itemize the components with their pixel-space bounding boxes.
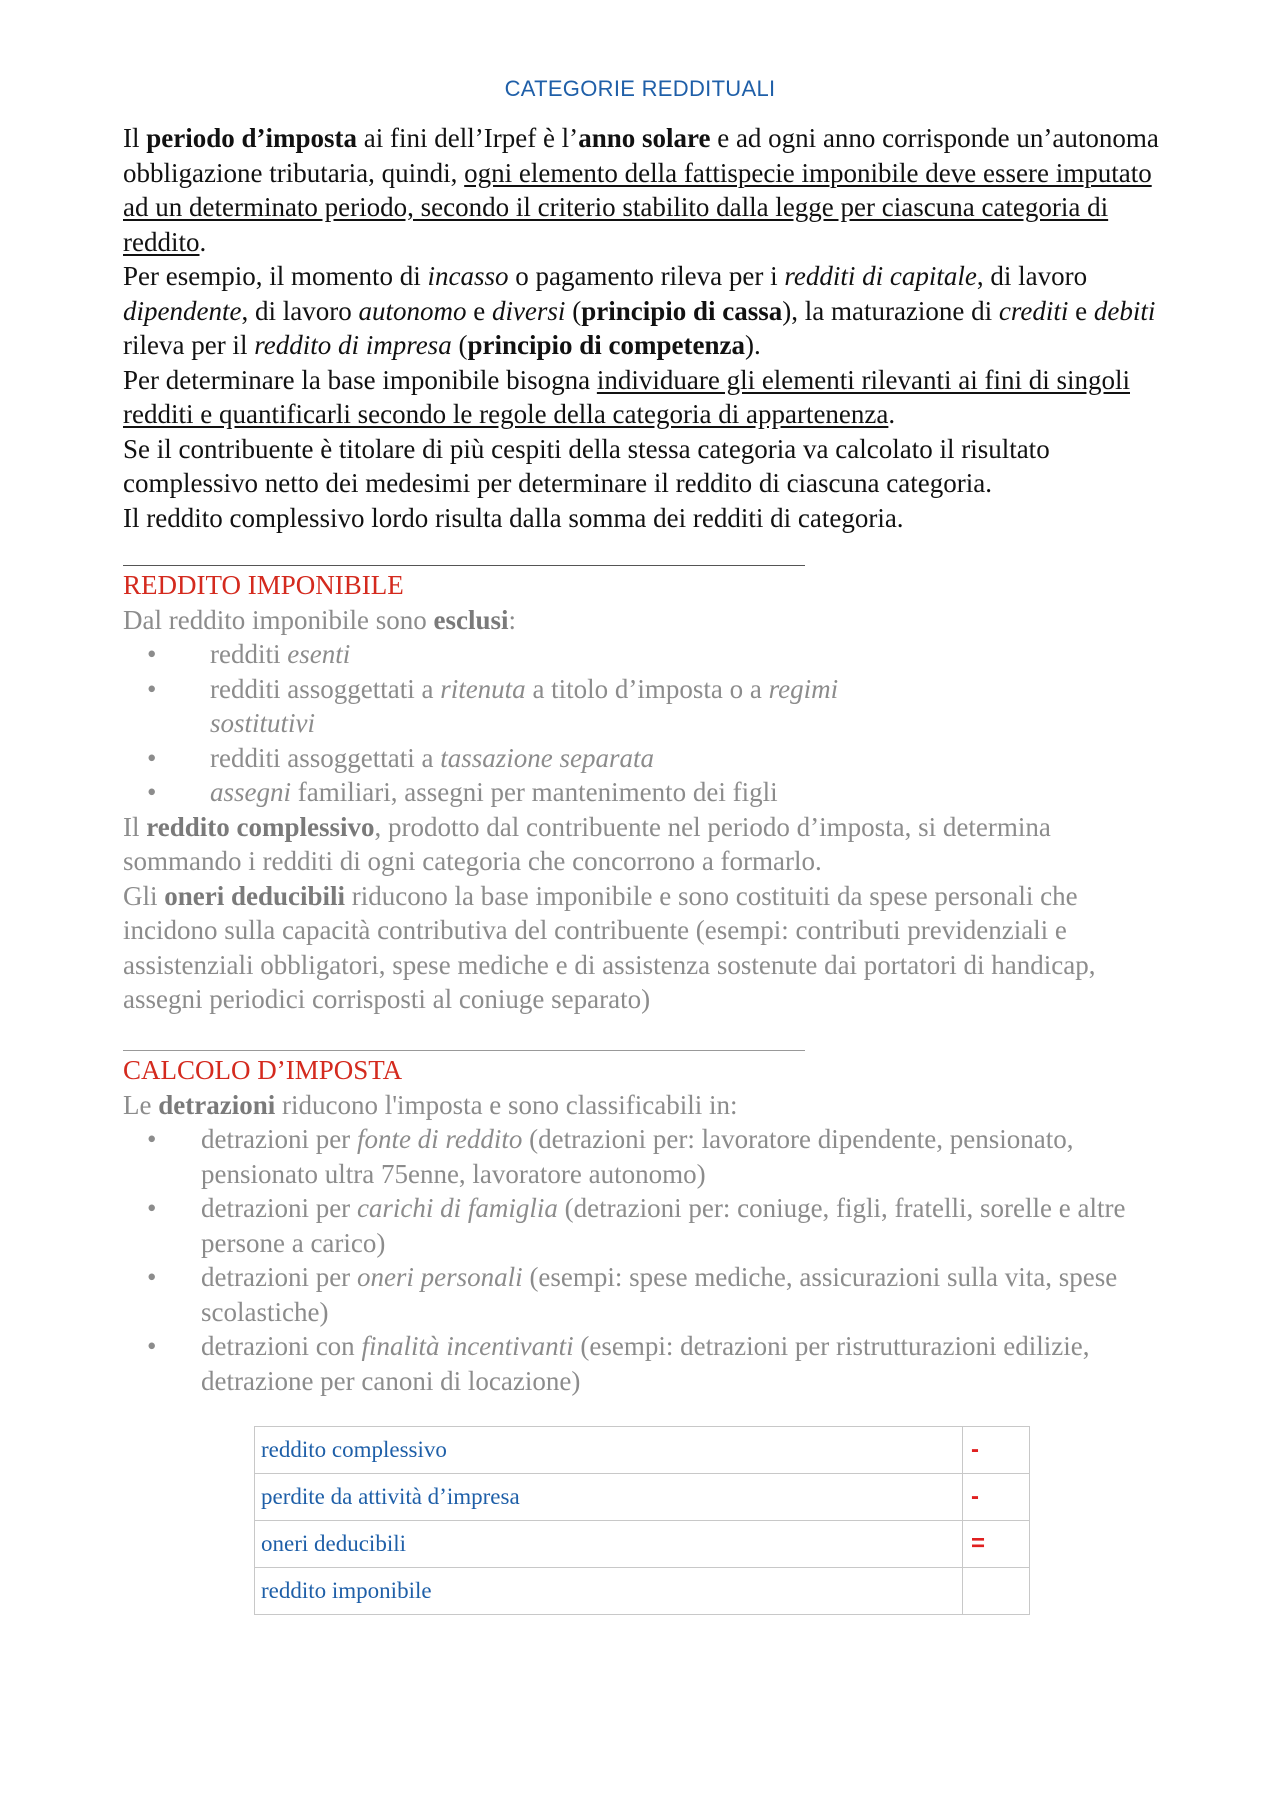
section-calcolo-imposta [123, 1053, 1173, 1398]
text: e [1068, 295, 1094, 326]
bullet-icon: • [147, 639, 157, 669]
text: redditi assoggettati a [210, 742, 441, 773]
intro-paragraph-cespiti: Se il contribuente è titolare di più cespiti della stessa categoria va calcolato il risultato complessivo netto dei medesimi per determinare il reddito di ciascuna categoria. [123, 433, 1050, 498]
table-row [255, 1474, 1030, 1521]
bold-term: detrazioni [158, 1089, 276, 1120]
text: redditi assoggettati a [210, 673, 441, 704]
section-lead [123, 603, 1173, 638]
text: . [888, 399, 896, 429]
italic-term: oneri personali [356, 1262, 523, 1292]
text: ( [565, 295, 582, 326]
text: (detrazioni per: coniuge, figli, fratelli, sorelle e altre persone a carico) [201, 1193, 1126, 1258]
text: Le [123, 1089, 159, 1120]
bold-term: periodo d’imposta [146, 123, 358, 153]
table-row [255, 1427, 1030, 1474]
italic-term: autonomo [358, 295, 467, 326]
list-item [123, 1122, 1181, 1191]
list-item [123, 672, 930, 741]
table-row [255, 1521, 1030, 1568]
section-reddito-imponibile [123, 568, 1173, 1017]
bullet-icon: • [147, 673, 157, 704]
list-item [123, 1260, 1181, 1329]
text: (detrazioni per: lavoratore dipendente, pensionato, pensionato ultra 75enne, lavoratore autonomo) [201, 1124, 1074, 1189]
section-heading: CALCOLO D’IMPOSTA [123, 1055, 403, 1085]
section-heading: REDDITO IMPONIBILE [123, 570, 404, 600]
text: familiari, assegni per mantenimento dei figli [291, 777, 778, 807]
italic-term: assegni [210, 777, 291, 807]
bold-term: reddito complessivo [146, 811, 375, 842]
text: e [466, 295, 492, 326]
text: Dal reddito imponibile sono [123, 604, 434, 635]
bullet-icon: • [147, 742, 157, 773]
italic-term: dipendente [123, 295, 242, 326]
text: Gli [123, 880, 165, 911]
text: , di lavoro [976, 261, 1088, 291]
text: detrazioni per [201, 1193, 357, 1223]
bullet-icon: • [147, 1331, 157, 1361]
text: riducono la base imponibile e sono costituiti da spese personali che incidono sulla capacità contributiva del contribuente (esempi: contributi previdenziali e assistenziali obbligatori, spese mediche e di assistenza sostenute dai portatori di handicap, assegni periodici corrisposti al coniuge separato) [123, 880, 1096, 1014]
text: o pagamento rileva per i [508, 261, 785, 291]
text: ). [744, 330, 761, 360]
paragraph-oneri-deducibili [123, 879, 1173, 1017]
row-label: oneri deducibili [255, 1521, 963, 1568]
text: redditi [210, 639, 288, 669]
row-label: reddito imponibile [255, 1568, 963, 1615]
table-row [255, 1568, 1030, 1615]
text: detrazioni per [201, 1124, 357, 1154]
italic-term: diversi [491, 295, 566, 326]
bold-term: oneri deducibili [164, 880, 346, 911]
underlined-text: individuare gli elementi rilevanti ai fini di singoli redditi e quantificarli secondo le regole della categoria di appartenenza [123, 364, 1130, 429]
text: detrazioni per [201, 1262, 357, 1292]
text: e ad ogni anno corrisponde un’autonoma obbligazione tributaria, quindi, [123, 123, 1159, 188]
bold-term: principio di cassa [581, 295, 783, 326]
document-title: CATEGORIE REDDITUALI [504, 76, 776, 101]
underlined-text: ogni elemento della fattispecie imponibile deve essere imputato ad un determinato periodo, secondo il criterio stabilito dalla legge per ciascuna categoria di reddito [123, 157, 1152, 257]
text: Per determinare la base imponibile bisogna [123, 364, 597, 395]
section-lead [123, 1088, 1173, 1123]
text: ( [451, 330, 468, 360]
text: . [199, 226, 207, 257]
italic-term: finalità incentivanti [361, 1331, 574, 1361]
italic-term: crediti [998, 295, 1069, 326]
bullet-icon: • [147, 1124, 157, 1154]
detrazioni-list [123, 1122, 1173, 1398]
section-divider [123, 1050, 805, 1051]
italic-term: tassazione separata [440, 742, 654, 773]
row-operator: - [963, 1427, 1030, 1474]
intro-paragraph-lordo: Il reddito complessivo lordo risulta dalla somma dei redditi di categoria. [123, 502, 904, 533]
italic-term: debiti [1093, 295, 1156, 326]
paragraph-reddito-complessivo [123, 810, 1173, 879]
text: Il [123, 811, 147, 842]
italic-term: redditi di capitale [784, 261, 977, 291]
text: rileva per il [123, 330, 255, 360]
text: : [508, 604, 516, 635]
intro-paragraph-periodo [123, 121, 1173, 259]
bold-term: anno solare [578, 123, 711, 153]
list-item [123, 775, 930, 810]
text: (esempi: detrazioni per ristrutturazioni edilizie, detrazione per canoni di locazione) [201, 1331, 1090, 1396]
bullet-icon: • [147, 777, 157, 807]
bold-term: principio di competenza [467, 330, 745, 360]
intro-paragraph-esempio [123, 259, 1173, 363]
intro-text [123, 121, 1173, 535]
list-item [123, 637, 930, 672]
row-operator: = [963, 1521, 1030, 1568]
bold-term: esclusi [433, 604, 509, 635]
text: detrazioni con [201, 1331, 362, 1361]
text: Il [123, 123, 147, 153]
text: Per esempio, il momento di [123, 261, 428, 291]
calculation-table [254, 1426, 1030, 1615]
text: ), la maturazione di [782, 295, 999, 326]
text: , prodotto dal contribuente nel periodo d’imposta, si determina sommando i redditi di ogni categoria che concorrono a formarlo. [123, 811, 1051, 876]
text: , di lavoro [241, 295, 359, 326]
row-label: reddito complessivo [255, 1427, 963, 1474]
list-item [123, 1329, 1181, 1398]
italic-term: regimi sostitutivi [210, 673, 839, 738]
row-operator [963, 1568, 1030, 1615]
italic-term: carichi di famiglia [356, 1193, 558, 1223]
intro-paragraph-base [123, 363, 1173, 432]
italic-term: incasso [427, 261, 509, 291]
exclusions-list [123, 637, 1173, 810]
text: (esempi: spese mediche, assicurazioni sulla vita, spese scolastiche) [201, 1262, 1118, 1327]
row-label: perdite da attività d’impresa [255, 1474, 963, 1521]
bullet-icon: • [147, 1193, 157, 1223]
italic-term: ritenuta [440, 673, 526, 704]
list-item [123, 741, 930, 776]
text: a titolo d’imposta o a [525, 673, 769, 704]
italic-term: esenti [287, 639, 351, 669]
row-operator: - [963, 1474, 1030, 1521]
text: riducono l'imposta e sono classificabili in: [275, 1089, 738, 1120]
section-divider [123, 565, 805, 566]
italic-term: reddito di impresa [254, 330, 452, 360]
list-item [123, 1191, 1181, 1260]
italic-term: fonte di reddito [356, 1124, 523, 1154]
bullet-icon: • [147, 1262, 157, 1292]
text: ai fini dell’Irpef è l’ [357, 123, 579, 153]
